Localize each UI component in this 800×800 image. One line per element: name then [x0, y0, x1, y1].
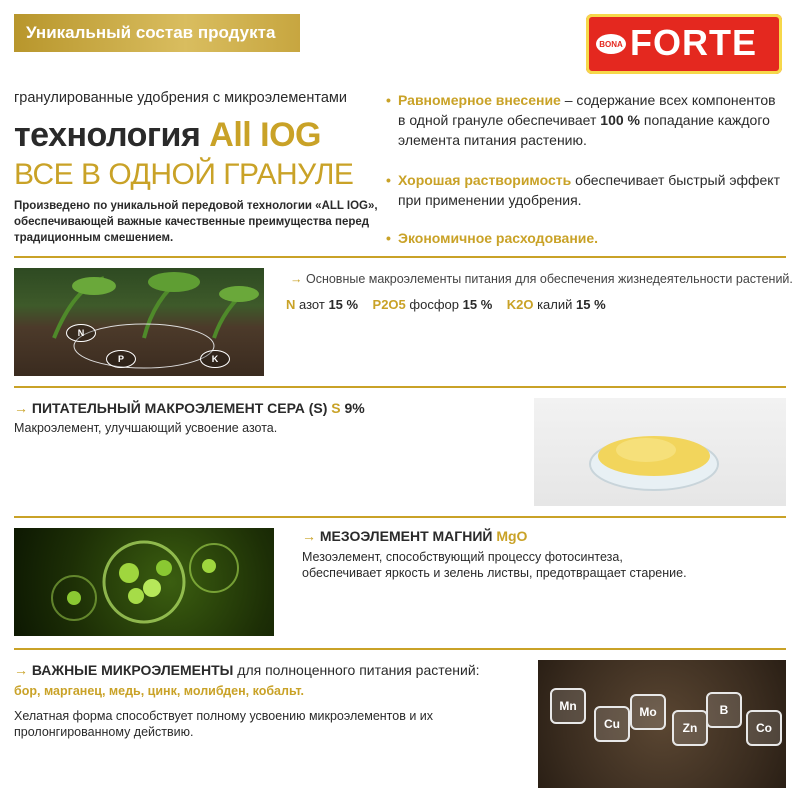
element-badge-mo: Mo: [630, 694, 666, 730]
logo-forte-text: FORTE: [630, 22, 757, 63]
intro-one-granule: ВСЕ В ОДНОЙ ГРАНУЛЕ: [14, 158, 354, 191]
intro-description: Произведено по уникальной передовой технологии «ALL IOG», обеспечивающей важные качественные преимущества перед традиционным смешением.: [14, 200, 378, 244]
sulfur-title-text: ПИТАТЕЛЬНЫЙ МАКРОЭЛЕМЕНТ СЕРА (S): [31, 400, 328, 416]
micro-title: [14, 662, 480, 678]
npk-values: [286, 297, 606, 312]
soil-microelements-image: [538, 660, 786, 788]
tech-name: All IOG: [209, 116, 321, 154]
bullet-lead: Экономичное расходование.: [398, 230, 599, 246]
npk-value-k: 15 %: [576, 297, 606, 312]
bullet-economy: [386, 228, 786, 248]
logo-bona-badge: BONA: [596, 34, 626, 54]
npk-name-k: калий: [537, 297, 573, 312]
npk-symbol-k: K2O: [506, 297, 534, 312]
arrow-icon: →: [302, 528, 316, 544]
sulfur-title: [14, 400, 365, 416]
bullet-dot-icon: •: [386, 172, 391, 188]
cells-illustration: [14, 528, 274, 636]
divider: [14, 516, 786, 518]
magnesium-title-text: МЕЗОЭЛЕМЕНТ МАГНИЙ: [319, 528, 493, 544]
arrow-icon: →: [14, 662, 28, 678]
sulfur-description: Макроэлемент, улучшающий усвоение азота.: [14, 421, 278, 435]
npk-value-n: 15 %: [328, 297, 359, 312]
magnesium-symbol: MgO: [496, 528, 528, 544]
bullet-uniform: [386, 90, 786, 150]
bullet-dot-icon: •: [386, 92, 391, 108]
micro-description: Хелатная форма способствует полному усвоению микроэлементов и их пролонгированному действию.: [14, 709, 434, 739]
brand-logo: [586, 14, 782, 74]
element-badge-b: B: [706, 692, 742, 728]
npk-symbol-n: N: [286, 297, 296, 312]
divider: [14, 648, 786, 650]
element-badge-co: Co: [746, 710, 782, 746]
arrow-icon: →: [290, 272, 303, 286]
sulfur-symbol: S: [331, 400, 341, 416]
soil-label-k: K: [200, 350, 230, 368]
micro-list: бор, марганец, медь, цинк, молибден, кобальт.: [14, 684, 305, 698]
intro-subtitle: гранулированные удобрения с микроэлементами: [14, 90, 347, 106]
bullet-lead: Равномерное внесение: [398, 92, 561, 108]
element-badge-mn: Mn: [550, 688, 586, 724]
soil-plants-image: [14, 268, 264, 376]
npk-value-p: 15 %: [462, 297, 493, 312]
npk-title-text: Основные макроэлементы питания для обеспечения жизнедеятельности растений.: [305, 272, 793, 286]
intro-technology-heading: [14, 116, 321, 155]
bullet-text: обеспечивает быстрый эффект при применении удобрения.: [398, 172, 780, 208]
divider: [14, 386, 786, 388]
micro-title-text: ВАЖНЫЕ МИКРОЭЛЕМЕНТЫ: [31, 662, 234, 678]
npk-name-p: фосфор: [409, 297, 459, 312]
npk-name-n: азот: [299, 297, 325, 312]
bullet-solubility: [386, 170, 786, 210]
bullet-lead: Хорошая растворимость: [398, 172, 572, 188]
npk-symbol-p: P2O5: [372, 297, 406, 312]
header-banner: Уникальный состав продукта: [14, 14, 300, 52]
magnesium-title: [302, 528, 527, 544]
sulfur-dish-image: [534, 398, 786, 506]
soil-label-n: N: [66, 324, 96, 342]
chlorophyll-cells-image: [14, 528, 274, 636]
element-badge-cu: Cu: [594, 706, 630, 742]
tech-word: технология: [14, 116, 201, 154]
magnesium-description: Мезоэлемент, способствующий процессу фотосинтеза, обеспечивает яркость и зелень листвы, предотвращает старение.: [302, 550, 687, 580]
arrow-icon: →: [14, 400, 28, 416]
bullet-text: – содержание всех компонентов в одной грануле обеспечивает: [398, 92, 776, 128]
divider: [14, 256, 786, 258]
soil-label-p: P: [106, 350, 136, 368]
bullet-text: попадание каждого элемента питания растению.: [398, 112, 770, 148]
bullet-bold: 100 %: [600, 112, 640, 128]
sulfur-value: 9%: [344, 400, 365, 416]
micro-title-rest: для полноценного питания растений:: [233, 662, 480, 678]
element-badge-zn: Zn: [672, 710, 708, 746]
petri-dish-illustration: [534, 398, 786, 506]
npk-title: [290, 272, 793, 286]
bullet-dot-icon: •: [386, 230, 391, 246]
